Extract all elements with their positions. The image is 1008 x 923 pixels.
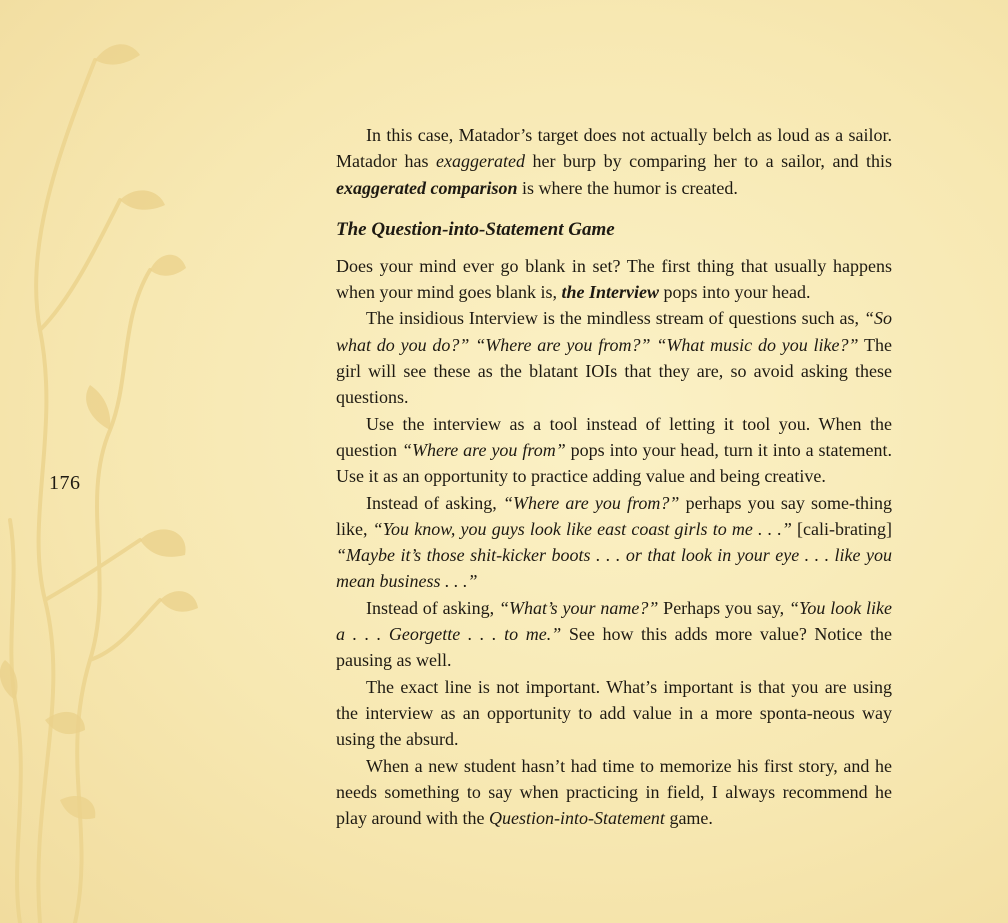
paragraph: Instead of asking, “Where are you from?” perhaps you say some-thing like, “You know, you guys look like east coast girls to me . . .” [cali-brating] “Maybe it’s those shit-kicker boots . . . or that look in your eye . . . like you mean business . . .” xyxy=(336,492,893,592)
paragraph: In this case, Matador’s target does not actually belch as loud as a sailor. Matador has exaggerated her burp by comparing her to a sailor, and this exaggerated comparison is where the humor is created. xyxy=(336,125,892,198)
body-text xyxy=(336,122,892,831)
paragraph: The insidious Interview is the mindless stream of questions such as, “So what do you do?” “Where are you from?” “What music do you like?” The girl will see these as the blatant IOIs that they are, so avoid asking these questions. xyxy=(336,308,892,408)
paragraph: Use the interview as a tool instead of letting it tool you. When the question “Where are you from” pops into your head, turn it into a statement. Use it as an opportunity to practice adding value and being creative. xyxy=(336,413,893,487)
page-number: 176 xyxy=(49,472,81,494)
decorative-vine-illustration xyxy=(0,0,230,923)
paragraph: Instead of asking, “What’s your name?” Perhaps you say, “You look like a . . . Georgette . . . to me.” See how this adds more value? Notice the pausing as well. xyxy=(336,597,893,671)
section-heading: The Question-into-Statement Game xyxy=(336,218,615,240)
paragraph: The exact line is not important. What’s important is that you are using the interview as an opportunity to add value in a more sponta-neous way using the absurd. xyxy=(336,676,892,750)
paragraph: When a new student hasn’t had time to memorize his first story, and he needs something to say when practicing in field, I always recommend he play around with the Question-into-Statement game. xyxy=(336,755,892,829)
paragraph: Does your mind ever go blank in set? The first thing that usually happens when your mind goes blank is, the Interview pops into your head. xyxy=(336,255,892,303)
